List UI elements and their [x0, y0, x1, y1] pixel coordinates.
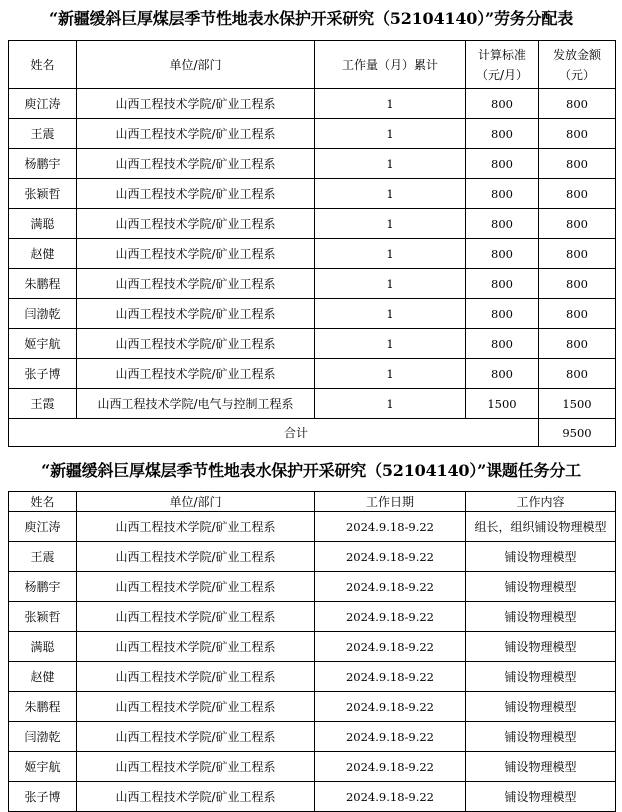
cell-name: 满聪	[9, 632, 77, 662]
cell-name: 赵健	[9, 662, 77, 692]
cell-name: 闫渤乾	[9, 299, 77, 329]
cell-workload: 1	[315, 299, 466, 329]
cell-date: 2024.9.18-9.22	[315, 572, 466, 602]
cell-unit: 山西工程技术学院/矿业工程系	[77, 602, 315, 632]
total-row	[9, 419, 616, 447]
cell-workload: 1	[315, 119, 466, 149]
table-row	[9, 149, 616, 179]
header-workload: 工作量（月）累计	[315, 41, 466, 89]
cell-content: 铺设物理模型	[466, 632, 616, 662]
cell-content: 铺设物理模型	[466, 542, 616, 572]
cell-content: 铺设物理模型	[466, 662, 616, 692]
cell-workload: 1	[315, 239, 466, 269]
cell-unit: 山西工程技术学院/矿业工程系	[77, 542, 315, 572]
cell-name: 朱鹏程	[9, 269, 77, 299]
cell-amount: 800	[539, 359, 616, 389]
cell-rate: 800	[466, 329, 539, 359]
cell-workload: 1	[315, 389, 466, 419]
table-row	[9, 722, 616, 752]
table-row	[9, 632, 616, 662]
cell-date: 2024.9.18-9.22	[315, 512, 466, 542]
cell-workload: 1	[315, 149, 466, 179]
table-row	[9, 512, 616, 542]
cell-date: 2024.9.18-9.22	[315, 602, 466, 632]
cell-date: 2024.9.18-9.22	[315, 662, 466, 692]
cell-rate: 800	[466, 269, 539, 299]
cell-unit: 山西工程技术学院/矿业工程系	[77, 662, 315, 692]
cell-content: 铺设物理模型	[466, 722, 616, 752]
cell-unit: 山西工程技术学院/矿业工程系	[77, 329, 315, 359]
cell-date: 2024.9.18-9.22	[315, 782, 466, 812]
labor-distribution-table	[8, 40, 616, 447]
cell-amount: 800	[539, 149, 616, 179]
table-row	[9, 782, 616, 812]
cell-workload: 1	[315, 269, 466, 299]
cell-amount: 800	[539, 239, 616, 269]
cell-content: 铺设物理模型	[466, 572, 616, 602]
cell-content: 铺设物理模型	[466, 602, 616, 632]
table-row	[9, 269, 616, 299]
table-row	[9, 179, 616, 209]
header-name: 姓名	[9, 492, 77, 512]
header-content: 工作内容	[466, 492, 616, 512]
cell-amount: 800	[539, 119, 616, 149]
table-row	[9, 89, 616, 119]
cell-rate: 800	[466, 149, 539, 179]
total-label: 合计	[9, 419, 539, 447]
cell-workload: 1	[315, 179, 466, 209]
table-header-row	[9, 41, 616, 89]
cell-unit: 山西工程技术学院/矿业工程系	[77, 572, 315, 602]
table-row	[9, 692, 616, 722]
header-rate: 计算标准（元/月）	[466, 41, 539, 89]
cell-name: 张颖哲	[9, 179, 77, 209]
cell-rate: 800	[466, 299, 539, 329]
cell-workload: 1	[315, 89, 466, 119]
cell-name: 王霞	[9, 389, 77, 419]
cell-date: 2024.9.18-9.22	[315, 632, 466, 662]
cell-unit: 山西工程技术学院/矿业工程系	[77, 239, 315, 269]
cell-name: 满聪	[9, 209, 77, 239]
cell-name: 王震	[9, 542, 77, 572]
cell-unit: 山西工程技术学院/矿业工程系	[77, 752, 315, 782]
cell-name: 姬宇航	[9, 752, 77, 782]
cell-name: 赵健	[9, 239, 77, 269]
labor-table-title: “新疆缓斜巨厚煤层季节性地表水保护开采研究（52104140）”劳务分配表	[48, 9, 574, 28]
header-name: 姓名	[9, 41, 77, 89]
table-row	[9, 542, 616, 572]
cell-unit: 山西工程技术学院/矿业工程系	[77, 632, 315, 662]
cell-amount: 1500	[539, 389, 616, 419]
cell-unit: 山西工程技术学院/矿业工程系	[77, 89, 315, 119]
table-row	[9, 359, 616, 389]
cell-content: 铺设物理模型	[466, 692, 616, 722]
cell-unit: 山西工程技术学院/矿业工程系	[77, 299, 315, 329]
cell-content: 铺设物理模型	[466, 782, 616, 812]
cell-amount: 800	[539, 299, 616, 329]
cell-amount: 800	[539, 329, 616, 359]
cell-unit: 山西工程技术学院/矿业工程系	[77, 179, 315, 209]
cell-content: 铺设物理模型	[466, 752, 616, 782]
cell-name: 庾江涛	[9, 89, 77, 119]
cell-name: 闫渤乾	[9, 722, 77, 752]
cell-workload: 1	[315, 329, 466, 359]
cell-name: 杨鹏宇	[9, 572, 77, 602]
cell-unit: 山西工程技术学院/矿业工程系	[77, 512, 315, 542]
cell-unit: 山西工程技术学院/矿业工程系	[77, 209, 315, 239]
total-amount: 9500	[539, 419, 616, 447]
table-row	[9, 752, 616, 782]
header-amount: 发放金额（元）	[539, 41, 616, 89]
cell-amount: 800	[539, 209, 616, 239]
cell-date: 2024.9.18-9.22	[315, 692, 466, 722]
cell-amount: 800	[539, 89, 616, 119]
cell-unit: 山西工程技术学院/矿业工程系	[77, 692, 315, 722]
table-row	[9, 209, 616, 239]
cell-date: 2024.9.18-9.22	[315, 542, 466, 572]
table-row	[9, 299, 616, 329]
cell-name: 朱鹏程	[9, 692, 77, 722]
cell-rate: 800	[466, 119, 539, 149]
cell-unit: 山西工程技术学院/矿业工程系	[77, 359, 315, 389]
table-row	[9, 572, 616, 602]
cell-unit: 山西工程技术学院/矿业工程系	[77, 149, 315, 179]
task-assignment-table	[8, 491, 616, 812]
header-unit: 单位/部门	[77, 492, 315, 512]
table-row	[9, 329, 616, 359]
table-row	[9, 602, 616, 632]
header-date: 工作日期	[315, 492, 466, 512]
table-row	[9, 239, 616, 269]
cell-name: 杨鹏宇	[9, 149, 77, 179]
cell-workload: 1	[315, 359, 466, 389]
cell-unit: 山西工程技术学院/矿业工程系	[77, 269, 315, 299]
cell-unit: 山西工程技术学院/矿业工程系	[77, 722, 315, 752]
cell-name: 姬宇航	[9, 329, 77, 359]
header-unit: 单位/部门	[77, 41, 315, 89]
cell-date: 2024.9.18-9.22	[315, 722, 466, 752]
cell-rate: 1500	[466, 389, 539, 419]
cell-name: 张子博	[9, 782, 77, 812]
cell-name: 张子博	[9, 359, 77, 389]
cell-name: 庾江涛	[9, 512, 77, 542]
cell-unit: 山西工程技术学院/电气与控制工程系	[77, 389, 315, 419]
cell-rate: 800	[466, 239, 539, 269]
table-row	[9, 389, 616, 419]
table-header-row	[9, 492, 616, 512]
cell-workload: 1	[315, 209, 466, 239]
cell-rate: 800	[466, 209, 539, 239]
cell-date: 2024.9.18-9.22	[315, 752, 466, 782]
cell-amount: 800	[539, 269, 616, 299]
cell-unit: 山西工程技术学院/矿业工程系	[77, 782, 315, 812]
table-row	[9, 662, 616, 692]
task-table-title: “新疆缓斜巨厚煤层季节性地表水保护开采研究（52104140）”课题任务分工	[41, 461, 581, 480]
cell-rate: 800	[466, 89, 539, 119]
table-row	[9, 119, 616, 149]
cell-unit: 山西工程技术学院/矿业工程系	[77, 119, 315, 149]
cell-name: 王震	[9, 119, 77, 149]
cell-amount: 800	[539, 179, 616, 209]
cell-rate: 800	[466, 179, 539, 209]
cell-rate: 800	[466, 359, 539, 389]
cell-name: 张颖哲	[9, 602, 77, 632]
cell-content: 组长，组织铺设物理模型	[466, 512, 616, 542]
